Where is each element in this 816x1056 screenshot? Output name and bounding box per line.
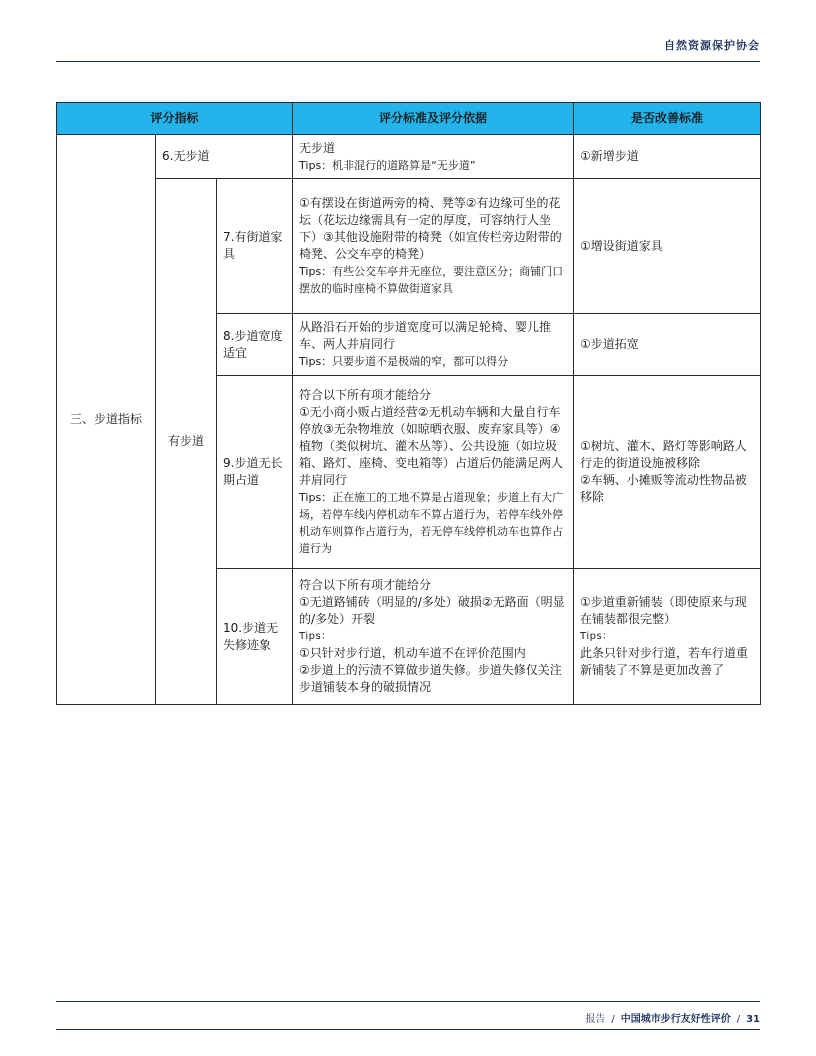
criteria-line: ①只针对步行道，机动车道不在评价范围内 bbox=[299, 646, 526, 660]
footer-separator: / bbox=[736, 1014, 741, 1025]
footer bbox=[585, 1010, 760, 1025]
table-row bbox=[57, 179, 761, 314]
criteria-line: 无步道 bbox=[299, 140, 336, 155]
criteria-tips: Tips：只要步道不是极端的窄，都可以得分 bbox=[299, 355, 509, 368]
footer-section: 报告 bbox=[585, 1014, 606, 1025]
indicator-cell: 8.步道宽度适宜 bbox=[217, 314, 293, 376]
criteria-line: ①有摆设在街道两旁的椅、凳等②有边缘可坐的花坛（花坛边缘需具有一定的厚度，可容纳行人坐下）③其他设施附带的椅凳（如宣传栏旁边附带的椅凳、公交车亭的椅凳） bbox=[299, 196, 562, 261]
footer-divider bbox=[56, 1001, 760, 1002]
footer-bottom-divider bbox=[56, 1029, 760, 1030]
evaluation-table bbox=[56, 102, 761, 705]
criteria-line: 符合以下所有项才能给分 bbox=[299, 578, 432, 592]
criteria-cell bbox=[293, 135, 574, 179]
improvement-line: ①新增步道 bbox=[580, 149, 639, 163]
header-improvement: 是否改善标准 bbox=[574, 103, 761, 135]
table-row bbox=[57, 135, 761, 179]
criteria-cell bbox=[293, 314, 574, 376]
improvement-tips-label: Tips： bbox=[580, 631, 613, 642]
criteria-tips: Tips：机非混行的道路算是“无步道” bbox=[299, 158, 476, 172]
improvement-line: 此条只针对步行道，若车行道重新铺装了不算是更加改善了 bbox=[580, 646, 749, 677]
footer-separator: / bbox=[611, 1014, 615, 1025]
indicator-cell: 10.步道无失修迹象 bbox=[217, 569, 293, 705]
header-indicator: 评分指标 bbox=[57, 103, 293, 135]
criteria-tips-label: Tips： bbox=[299, 631, 332, 642]
header-divider bbox=[56, 61, 760, 62]
improvement-line: ②车辆、小摊贩等流动性物品被移除 bbox=[580, 473, 747, 504]
criteria-tips: Tips：有些公交车亭并无座位，要注意区分；商铺门口摆放的临时座椅不算做街道家具 bbox=[299, 265, 564, 295]
header-criteria: 评分标准及评分依据 bbox=[293, 103, 574, 135]
subcategory-cell: 有步道 bbox=[156, 179, 217, 705]
page-number: 31 bbox=[746, 1014, 760, 1025]
header-organization: 自然资源保护协会 bbox=[664, 39, 760, 52]
criteria-cell bbox=[293, 179, 574, 314]
criteria-line: 符合以下所有项才能给分 bbox=[299, 388, 432, 402]
criteria-line: ①无道路铺砖（明显的/多处）破损②无路面（明显的/多处）开裂 bbox=[299, 595, 565, 626]
indicator-cell: 7.有街道家具 bbox=[217, 179, 293, 314]
improvement-cell bbox=[574, 179, 761, 314]
improvement-cell bbox=[574, 314, 761, 376]
improvement-line: ①步道重新铺装（即使原来与现在铺装都很完整） bbox=[580, 595, 747, 626]
improvement-cell bbox=[574, 135, 761, 179]
improvement-cell bbox=[574, 569, 761, 705]
improvement-line: ①树坑、灌木、路灯等影响路人行走的街道设施被移除 bbox=[580, 439, 747, 470]
criteria-tips: Tips：正在施工的工地不算是占道现象；步道上有大广场，若停车线内停机动车不算占道行为，若停车线外停机动车则算作占道行为，若无停车线停机动车也算作占道行为 bbox=[299, 491, 564, 555]
footer-title: 中国城市步行友好性评价 bbox=[620, 1014, 731, 1025]
criteria-line: ②步道上的污渍不算做步道失修。步道失修仅关注步道铺装本身的破损情况 bbox=[299, 663, 562, 694]
indicator-cell: 6.无步道 bbox=[156, 135, 293, 179]
table-header-row bbox=[57, 103, 761, 135]
improvement-line: ①增设街道家具 bbox=[580, 238, 663, 253]
improvement-cell bbox=[574, 376, 761, 569]
criteria-line: ①无小商小贩占道经营②无机动车辆和大量自行车停放③无杂物堆放（如晾晒衣服、废弃家具等）④植物（类似树坑、灌木丛等）、公共设施（如垃圾箱、路灯、座椅、变电箱等）占道后仍能满足两人并肩同行 bbox=[299, 405, 564, 487]
criteria-cell bbox=[293, 569, 574, 705]
criteria-line: 从路沿石开始的步道宽度可以满足轮椅、婴儿推车、两人并肩同行 bbox=[299, 320, 552, 351]
improvement-line: ①步道拓宽 bbox=[580, 337, 639, 351]
criteria-cell bbox=[293, 376, 574, 569]
indicator-cell: 9.步道无长期占道 bbox=[217, 376, 293, 569]
category-cell: 三、步道指标 bbox=[57, 135, 156, 705]
